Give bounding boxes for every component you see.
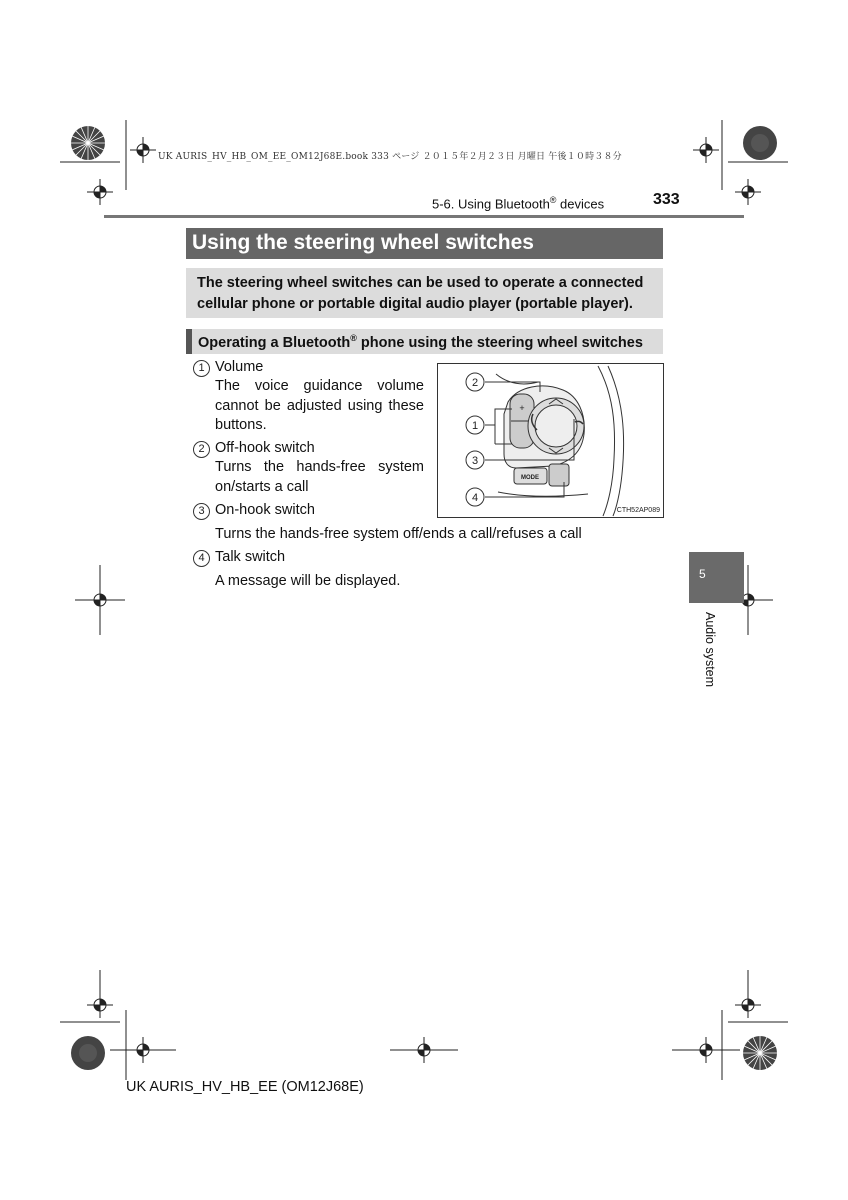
intro-text: The steering wheel switches can be used to operate a connected cellular phone or portable digital audio player (portable player). — [197, 275, 644, 312]
item-title-volume: Volume — [215, 359, 264, 375]
section-title: Using the steering wheel switches — [192, 231, 534, 254]
subsection-suffix: phone using the steering wheel switches — [356, 334, 643, 351]
registered-mark: ® — [549, 195, 557, 205]
item-title-talk: Talk switch — [215, 549, 286, 565]
item-title-on-hook: On-hook switch — [215, 502, 315, 518]
item-desc-talk: A message will be displayed. — [215, 573, 401, 589]
subsection-title — [198, 333, 643, 351]
subsection-registered-mark: ® — [350, 333, 357, 343]
intro-box — [186, 268, 663, 318]
section-title-bar — [186, 228, 663, 259]
item-number-3: 3 — [193, 503, 210, 520]
item-desc-off-hook: Turns the hands-free system on/starts a call — [215, 459, 424, 495]
callout-3: 3 — [471, 455, 479, 467]
callout-2: 2 — [471, 377, 479, 389]
item-number-2: 2 — [193, 441, 210, 458]
item-number-4: 4 — [193, 550, 210, 567]
subsection-accent — [186, 329, 192, 354]
steering-wheel-drawing — [438, 364, 663, 517]
item-title-off-hook: Off-hook switch — [215, 440, 315, 456]
item-number-1: 1 — [193, 360, 210, 377]
running-head — [432, 195, 604, 211]
chapter-tab — [689, 552, 744, 603]
item-desc-on-hook: Turns the hands-free system off/ends a call/refuses a call — [215, 526, 582, 542]
subsection-bar — [186, 329, 663, 354]
steering-switch-illustration — [437, 363, 664, 518]
callout-4: 4 — [471, 492, 479, 504]
figure-code: CTH52AP089 — [616, 507, 660, 514]
chapter-label: Audio system — [703, 612, 717, 688]
print-file-header: UK AURIS_HV_HB_OM_EE_OM12J68E.book 333 ページ ２０１５年２月２３日 月曜日 午後１０時３８分 — [158, 152, 622, 162]
chapter-number: 5 — [699, 567, 706, 581]
volume-plus-glyph: + — [519, 403, 525, 413]
subsection-prefix: Operating a Bluetooth — [198, 334, 351, 351]
footer-model-code: UK AURIS_HV_HB_EE (OM12J68E) — [126, 1079, 364, 1095]
page-number: 333 — [653, 191, 680, 208]
mode-button-label: MODE — [521, 475, 539, 481]
callout-1: 1 — [471, 420, 479, 432]
header-rule — [104, 215, 744, 218]
running-head-section: 5-6. Using Bluetooth — [432, 196, 550, 212]
item-desc-volume: The voice guidance volume cannot be adjusted using these buttons. — [215, 378, 424, 433]
running-head-suffix: devices — [556, 196, 605, 212]
